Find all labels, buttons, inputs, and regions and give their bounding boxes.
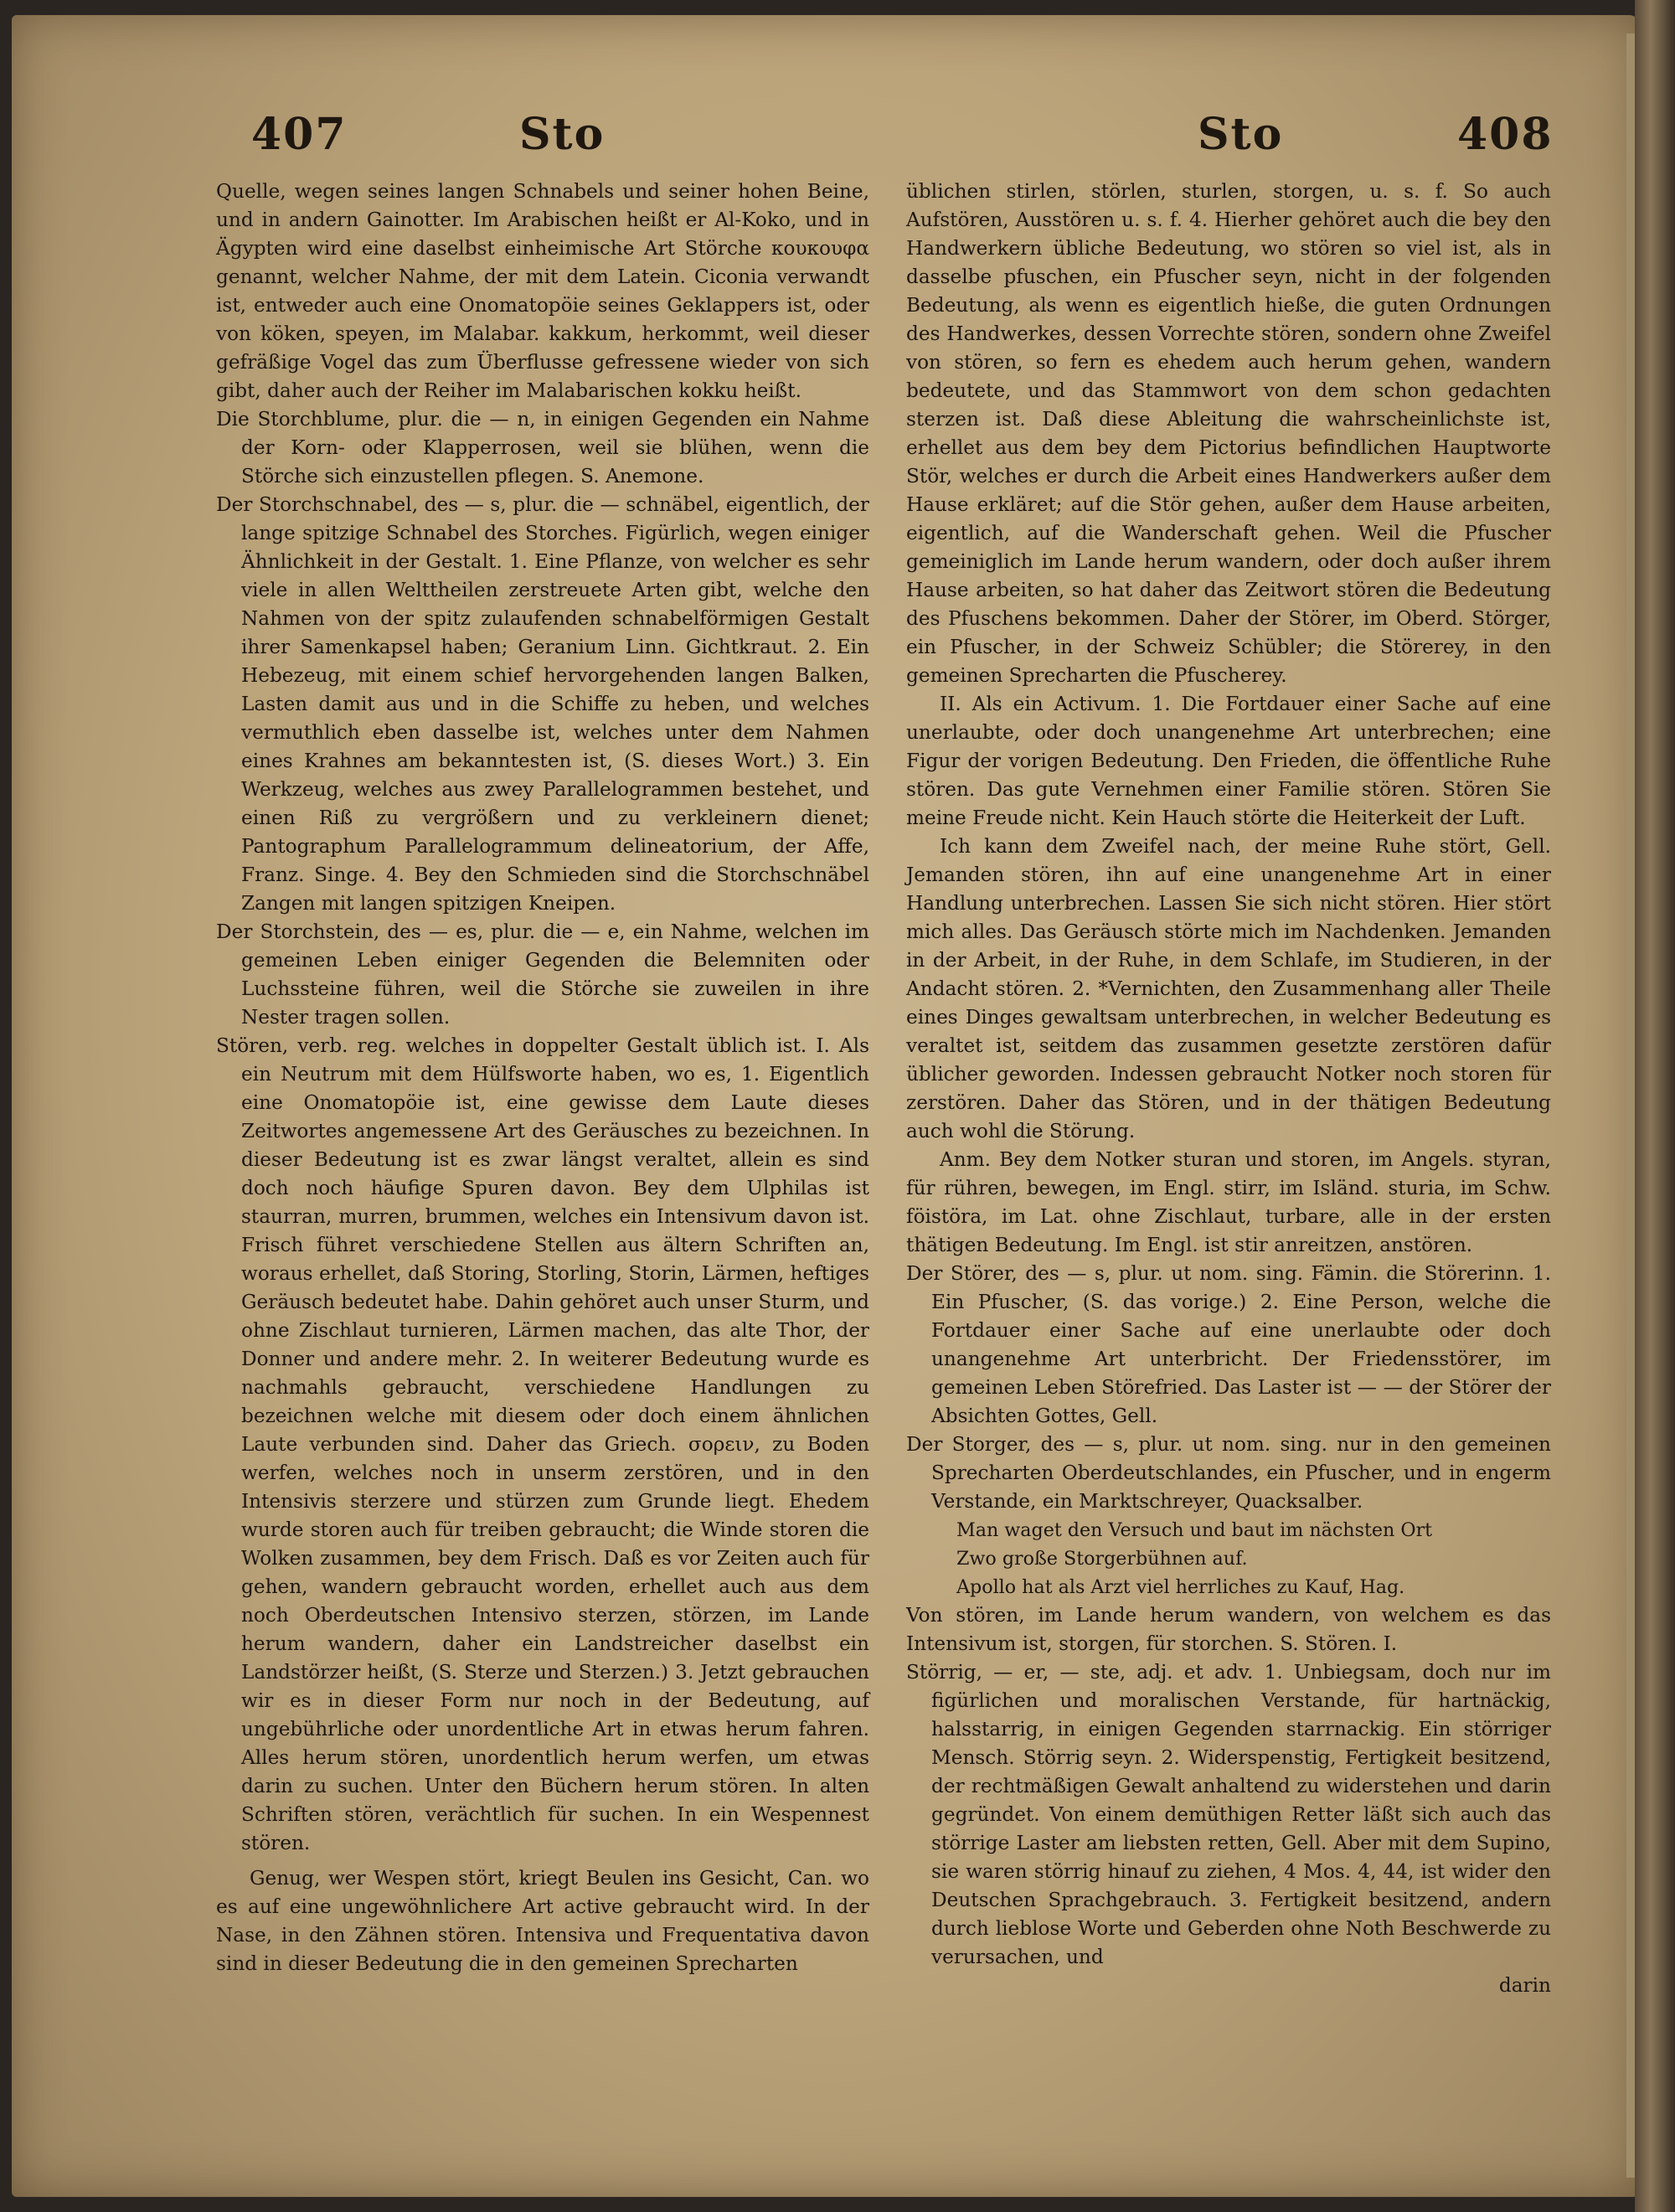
book-spine <box>1635 0 1675 2212</box>
verse-line-1: Man waget den Versuch und baut im nächsten Ort <box>956 1519 1433 1541</box>
stoeren-annotation: Anm. Bey dem Notker sturan und storen, im Angels. styran, für rühren, bewegen, im Engl. stirr, im Isländ. sturia, im Schw. föistöra, im Lat. ohne Zischlaut, turbare, alle in der ersten thätigen Bedeutung. Im Engl. ist stir anreitzen, anstören. <box>906 1148 1551 1256</box>
right-running-head: Sto <box>1198 109 1284 160</box>
left-running-head: Sto <box>519 109 606 160</box>
entry-stoerer: Der Störer, des — s, plur. ut nom. sing. Fämin. die Störerinn. 1. Ein Pfuscher, (S. das vorige.) 2. Eine Person, welche die Fortdauer einer Sache auf eine unerlaubte oder doch unangenehme Art unterbricht. Der Friedensstörer, im gemeinen Leben Störefried. Das Laster ist — — der Störer der Absichten Gottes, Gell. <box>906 1262 1551 1427</box>
left-column <box>216 178 869 1978</box>
left-page-number: 407 <box>251 109 348 160</box>
entry-storchblume: Die Storchblume, plur. die — n, in einigen Gegenden ein Nahme der Korn- oder Klapperrosen, weil sie blühen, wenn die Störche sich einzustellen pflegen. S. Anemone. <box>216 408 869 487</box>
entry-storger: Der Storger, des — s, plur. ut nom. sing. nur in den gemeinen Sprecharten Oberdeutschlandes, ein Pfuscher, und in engerm Verstande, ein Marktschreyer, Quacksalber. <box>906 1433 1551 1513</box>
stoeren-continued: üblichen stirlen, störlen, sturlen, storgen, u. s. f. So auch Aufstören, Ausstören u. s. f. 4. Hierher gehöret auch die bey den Handwerkern übliche Bedeutung, wo stören so viel ist, als in dasselbe pfuschen, ein Pfuscher seyn, nicht in der folgenden Bedeutung, als wenn es eigentlich hieße, die guten Ordnungen des Handwerkes, dessen Vorrechte stören, sondern ohne Zweifel von stören, so fern es ehedem auch herum gehen, wandern bedeutete, und das Stammwort von dem schon gedachten sterzen ist. Daß diese Ableitung die wahrscheinlichste ist, erhellet aus dem bey dem Pictorius befindlichen Hauptworte Stör, welches er durch die Arbeit eines Handwerkers außer dem Hause erkläret; auf die Stör gehen, außer dem Hause arbeiten, eigentlich, auf die Wanderschaft gehen. Weil die Pfuscher gemeiniglich im Lande herum wandern, oder doch außer ihrem Hause arbeiten, so hat daher das Zeitwort stören die Bedeutung des Pfuschens bekommen. Daher der Störer, im Oberd. Störger, ein Pfuscher, in der Schweiz Schübler; die Störerey, in den gemeinen Sprecharten die Pfuscherey. <box>906 180 1551 687</box>
entry-storchschnabel: Der Storchschnabel, des — s, plur. die — schnäbel, eigentlich, der lange spitzige Schnabel des Storches. Figürlich, wegen einiger Ähnlichkeit in der Gestalt. 1. Eine Pflanze, von welcher es sehr viele in allen Welttheilen zerstreuete Arten gibt, welche den Nahmen von der spitz zulaufenden schnabelförmigen Gestalt ihrer Samenkapsel haben; Geranium Linn. Gichtkraut. 2. Ein Hebezeug, mit einem schief hervorgehenden langen Balken, Lasten damit aus und in die Schiffe zu heben, und welches vermuthlich eben dasselbe ist, welches unter dem Nahmen eines Krahnes am bekanntesten ist, (S. dieses Wort.) 3. Ein Werkzeug, welches aus zwey Parallelogrammen bestehet, und einen Riß zu vergrößern und zu verkleinern dienet; Pantographum Parallelogrammum delineatorium, der Affe, Franz. Singe. 4. Bey den Schmieden sind die Storchschnäbel Zangen mit langen spitzigen Kneipen. <box>216 493 869 915</box>
continuation-paragraph: Quelle, wegen seines langen Schnabels und seiner hohen Beine, und in andern Gainotter. Im Arabischen heißt er Al-Koko, und in Ägypten wird eine daselbst einheimische Art Störche κουκουφα genannt, welcher Nahme, der mit dem Latein. Ciconia verwandt ist, entweder auch eine Onomatopöie seines Geklappers ist, oder von köken, speyen, im Malabar. kakkum, herkommt, weil dieser gefräßige Vogel das zum Überflusse gefressene wieder von sich gibt, daher auch der Reiher im Malabarischen kokku heißt. <box>216 180 869 402</box>
right-page-number: 408 <box>1457 109 1554 160</box>
entry-stoerrig: Störrig, — er, — ste, adj. et adv. 1. Unbiegsam, doch nur im figürlichen und moralischen Verstande, für hartnäckig, halsstarrig, in einigen Gegenden starrnackig. Ein störriger Mensch. Störrig seyn. 2. Widerspenstig, Fertigkeit besitzend, der rechtmäßigen Gewalt anhaltend zu widerstehen und darin gegründet. Von einem demüthigen Retter läßt sich auch das störrige Laster am liebsten retten, Gell. Aber mit dem Supino, sie waren störrig hinauf zu ziehen, 4 Mos. 4, 44, ist wider den Deutschen Sprachgebrauch. 3. Fertigkeit besitzend, andern durch lieblose Worte und Geberden ohne Noth Beschwerde zu verursachen, und <box>906 1661 1551 1968</box>
entry-stoeren-quote: Genug, wer Wespen stört, kriegt Beulen ins Gesicht, Can. wo es auf eine ungewöhnlichere Art active gebraucht wird. In der Nase, in den Zähnen stören. Intensiva und Frequentativa davon sind in dieser Bedeutung die in den gemeinen Sprecharten <box>216 1867 869 1975</box>
next-page-edge <box>1626 34 1635 2178</box>
verse-line-3: Apollo hat als Arzt viel herrliches zu Kauf, Hag. <box>956 1576 1405 1598</box>
entry-storchstein: Der Storchstein, des — es, plur. die — e, ein Nahme, welchen im gemeinen Leben einiger Gegenden die Belemniten oder Luchssteine führen, weil die Störche sie zuweilen in ihre Nester tragen sollen. <box>216 920 869 1029</box>
stoeren-activum-quote: Ich kann dem Zweifel nach, der meine Ruhe stört, Gell. Jemanden stören, ihn auf eine unangenehme Art in einer Handlung unterbrechen. Lassen Sie sich nicht stören. Hier stört mich alles. Das Geräusch störte mich im Nachdenken. Jemanden in der Arbeit, in der Ruhe, in dem Schlafe, im Studieren, in der Andacht stören. 2. *Vernichten, den Zusammenhang aller Theile eines Dinges gewaltsam unterbrechen, in welcher Bedeutung es veraltet ist, seitdem das zusammen gesetzte zerstören dafür üblicher geworden. Indessen gebraucht Notker noch storen für zerstören. Daher das Stören, und in der thätigen Bedeutung auch wohl die Störung. <box>906 835 1551 1142</box>
verse-line-2: Zwo große Storgerbühnen auf. <box>956 1548 1248 1570</box>
stoeren-activum: II. Als ein Activum. 1. Die Fortdauer einer Sache auf eine unerlaubte, oder doch unangenehme Art unterbrechen; eine Figur der vorigen Bedeutung. Den Frieden, die öffentliche Ruhe stören. Das gute Vernehmen einer Familie stören. Stören Sie meine Freude nicht. Kein Hauch störte die Heiterkeit der Luft. <box>906 693 1551 829</box>
right-column <box>906 178 1551 2000</box>
catchword: darin <box>1498 1974 1551 1997</box>
storger-etymology: Von stören, im Lande herum wandern, von welchem es das Intensivum ist, storgen, für storchen. S. Stören. I. <box>906 1604 1551 1655</box>
entry-stoeren: Stören, verb. reg. welches in doppelter Gestalt üblich ist. I. Als ein Neutrum mit dem Hülfsworte haben, wo es, 1. Eigentlich eine Onomatopöie ist, eine gewisse dem Laute dieses Zeitwortes angemessene Art des Geräusches zu bezeichnen. In dieser Bedeutung ist es zwar längst veraltet, allein es sind doch noch häufige Spuren davon. Bey dem Ulphilas ist staurran, murren, brummen, welches ein Intensivum davon ist. Frisch führet verschiedene Stellen aus ältern Schriften an, woraus erhellet, daß Storing, Storling, Storin, Lärmen, heftiges Geräusch bedeutet habe. Dahin gehöret auch unser Sturm, und ohne Zischlaut turnieren, Lärmen machen, das alte Thor, der Donner und andere mehr. 2. In weiterer Bedeutung wurde es nachmahls gebraucht, verschiedene Handlungen zu bezeichnen welche mit diesem oder doch einem ähnlichen Laute verbunden sind. Daher das Griech. σορειν, zu Boden werfen, welches noch in unserm zerstören, und in den Intensivis sterzere und stürzen zum Grunde liegt. Ehedem wurde storen auch für treiben gebraucht; die Winde storen die Wolken zusammen, bey dem Frisch. Daß es vor Zeiten auch für gehen, wandern gebraucht worden, erhellet auch aus dem noch Oberdeutschen Intensivo sterzen, störzen, im Lande herum wandern, daher ein Landstreicher daselbst ein Landstörzer heißt, (S. Sterze und Sterzen.) 3. Jetzt gebrauchen wir es in dieser Form nur noch in der Bedeutung, auf ungebührliche oder unordentliche Art in etwas herum fahren. Alles herum stören, unordentlich herum werfen, um etwas darin zu suchen. Unter den Büchern herum stören. In alten Schriften stören, verächtlich für suchen. In ein Wespennest stören. <box>216 1034 869 1854</box>
